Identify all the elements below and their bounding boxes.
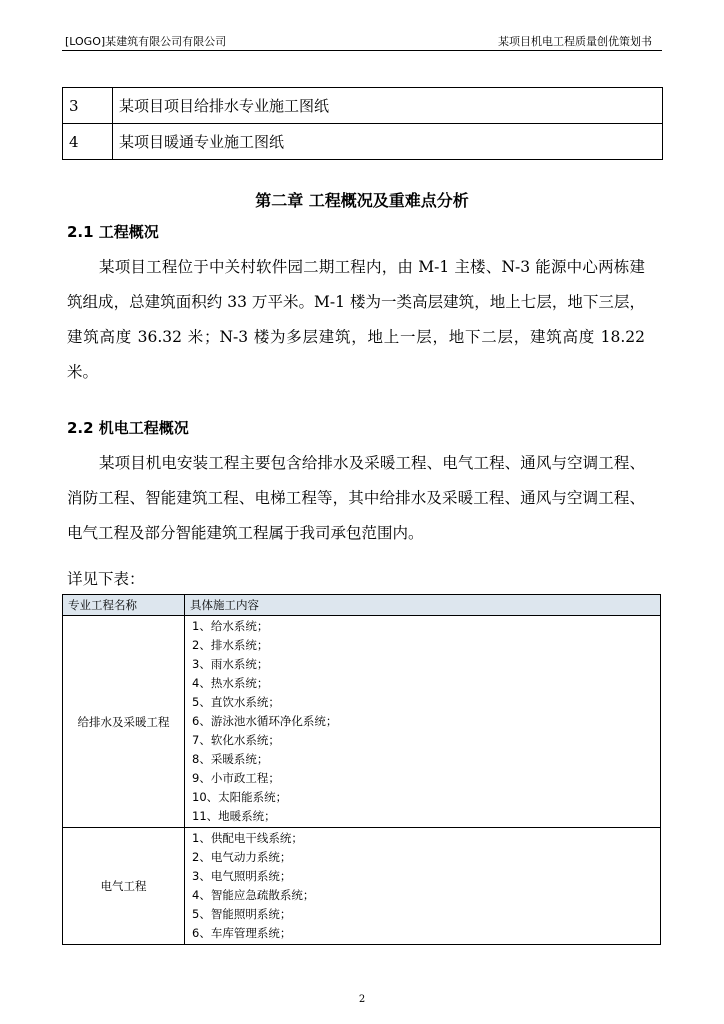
list-item: 2、排水系统； — [192, 638, 269, 652]
section-paragraph: 某项目工程位于中关村软件园二期工程内，由 M-1 主楼、N-3 能源中心两栋建筑组成，总建筑面积约 33 万平米。M-1 楼为一类高层建筑，地上七层，地下三层，建筑高度 36.32 米；N-3 楼为多层建筑，地上一层，地下二层，建筑高度 18.22 米。 — [67, 258, 645, 381]
list-item: 4、智能应急疏散系统； — [192, 888, 315, 902]
page-number: 2 — [358, 994, 366, 1005]
section-heading: 2.1 工程概况 — [67, 223, 159, 241]
list-item: 3、电气照明系统； — [192, 869, 292, 883]
see-below-text: 详见下表： — [67, 570, 145, 588]
scope-table — [62, 594, 661, 945]
column-header: 具体施工内容 — [185, 595, 661, 616]
list-item: 7、软化水系统； — [192, 733, 280, 747]
column-header: 专业工程名称 — [63, 595, 185, 616]
list-item: 5、直饮水系统； — [192, 695, 280, 709]
ref-text: 某项目暖通专业施工图纸 — [113, 124, 663, 160]
ref-text: 某项目项目给排水专业施工图纸 — [113, 88, 663, 124]
list-item: 1、供配电干线系统； — [192, 831, 303, 845]
ref-number: 3 — [63, 88, 113, 124]
ref-number: 4 — [63, 124, 113, 160]
list-item: 11、地暖系统； — [192, 809, 276, 823]
list-item: 6、游泳池水循环净化系统； — [192, 714, 338, 728]
list-item: 1、给水系统； — [192, 619, 269, 633]
header-doc-title: 某项目机电工程质量创优策划书 — [498, 35, 652, 48]
list-item: 6、车库管理系统； — [192, 926, 292, 940]
list-item: 9、小市政工程； — [192, 771, 280, 785]
section-heading: 2.2 机电工程概况 — [67, 419, 189, 437]
list-item: 10、太阳能系统； — [192, 790, 288, 804]
reference-table — [62, 87, 663, 160]
page-header — [62, 32, 662, 51]
table-row — [63, 616, 661, 828]
items-cell — [185, 616, 661, 828]
list-item: 3、雨水系统； — [192, 657, 269, 671]
list-item: 2、电气动力系统； — [192, 850, 292, 864]
table-row — [63, 124, 663, 160]
section-paragraph: 某项目机电安装工程主要包含给排水及采暖工程、电气工程、通风与空调工程、消防工程、智能建筑工程、电梯工程等，其中给排水及采暖工程、通风与空调工程、电气工程及部分智能建筑工程属于我司承包范围内。 — [67, 454, 645, 542]
table-row — [63, 88, 663, 124]
header-company: [LOGO]某建筑有限公司有限公司 — [65, 35, 227, 48]
items-cell — [185, 828, 661, 945]
category-cell: 电气工程 — [63, 828, 185, 945]
chapter-title: 第二章 工程概况及重难点分析 — [255, 191, 469, 210]
category-cell: 给排水及采暖工程 — [63, 616, 185, 828]
table-row — [63, 828, 661, 945]
list-item: 5、智能照明系统； — [192, 907, 292, 921]
table-header-row — [63, 595, 661, 616]
list-item: 8、采暖系统； — [192, 752, 269, 766]
list-item: 4、热水系统； — [192, 676, 269, 690]
